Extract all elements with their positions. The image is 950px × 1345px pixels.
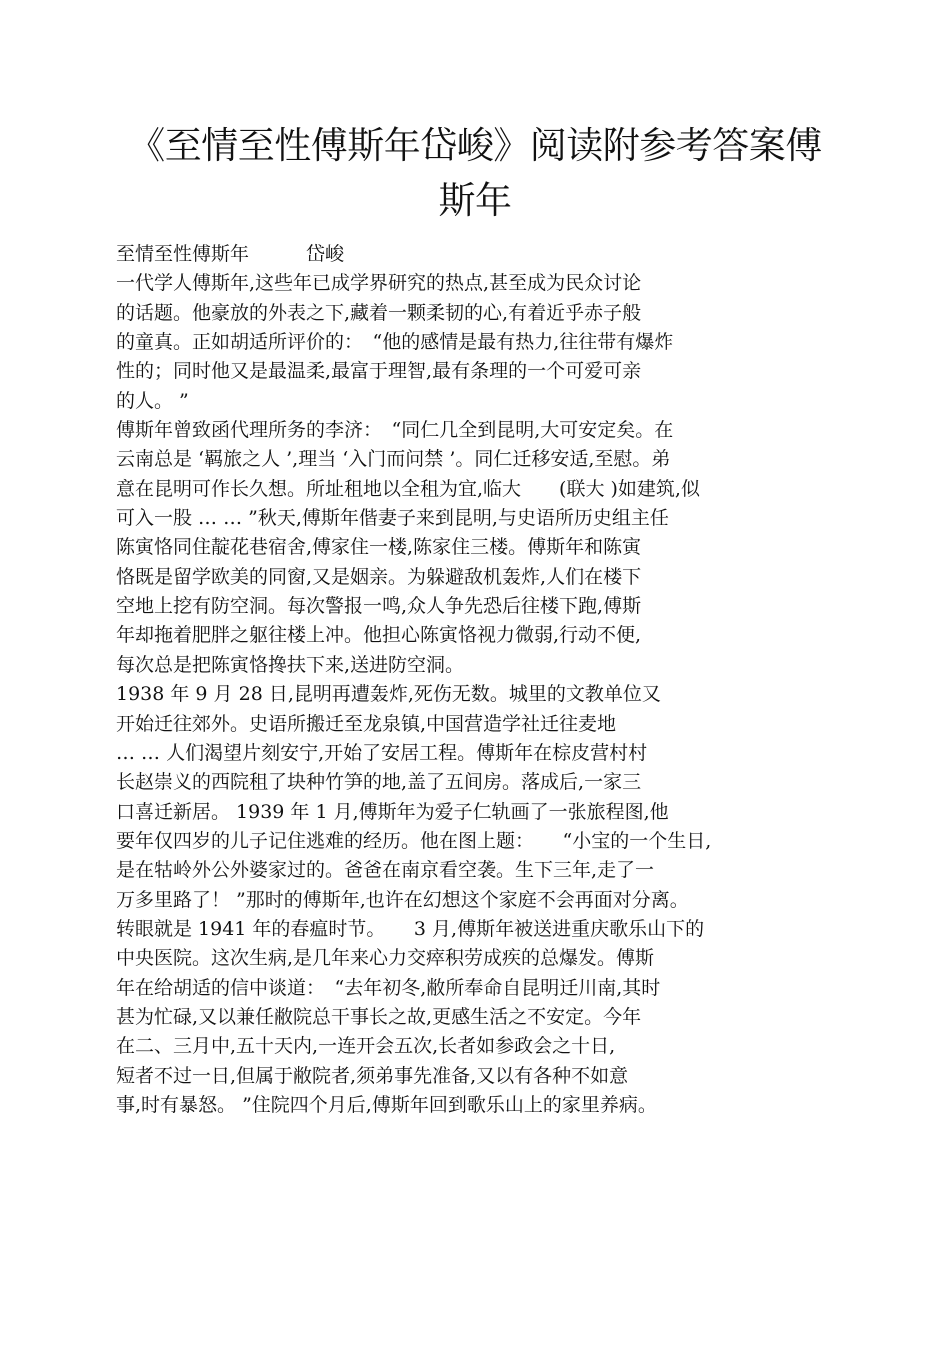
text-line: 云南总是 ‘羁旅之人 ’,理当 ‘入门而问禁 ’。同仁迁移安适,至慰。弟: [116, 448, 671, 471]
text-line: 甚为忙碌,又以兼任敝院总干事长之故,更感生活之不安定。今年: [116, 1005, 642, 1028]
text-line: 可入一股 … … ”秋天,傅斯年偕妻子来到昆明,与史语所历史组主任: [116, 507, 669, 530]
byline: 至情至性傅斯年 岱峻: [116, 243, 345, 265]
text-line: 中央医院。这次生病,是几年来心力交瘁积劳成疾的总爆发。傅斯: [116, 947, 655, 970]
text-line: 短者不过一日,但属于敝院者,须弟事先准备,又以有各种不如意: [116, 1064, 629, 1087]
text-line: 事,时有暴怒。 ”住院四个月后,傅斯年回到歌乐山上的家里养病。: [116, 1093, 657, 1116]
text-line: 空地上挖有防空洞。每次警报一鸣,众人争先恐后往楼下跑,傅斯: [116, 595, 642, 618]
text-line: 的话题。他豪放的外表之下,藏着一颗柔韧的心,有着近乎赤子般: [116, 301, 642, 324]
text-line: 性的；同时他又是最温柔,最富于理智,最有条理的一个可爱可亲: [116, 360, 642, 383]
text-line: … … 人们渴望片刻安宁,开始了安居工程。傅斯年在棕皮营村村: [116, 741, 648, 764]
text-line: 长赵崇义的西院租了块种竹笋的地,盖了五间房。落成后,一家三: [116, 771, 642, 794]
text-line: 每次总是把陈寅恪搀扶下来,送进防空洞。: [116, 653, 465, 676]
text-line: 年却拖着肥胖之躯往楼上冲。他担心陈寅恪视力微弱,行动不便,: [116, 624, 642, 647]
text-line: 要年仅四岁的儿子记住逃难的经历。他在图上题： “小宝的一个生日,: [116, 829, 712, 852]
text-line: 万多里路了！ ”那时的傅斯年,也许在幻想这个家庭不会再面对分离。: [116, 888, 689, 911]
text-line: 傅斯年曾致函代理所务的李济： “同仁几全到昆明,大可安定矣。在: [116, 419, 674, 442]
text-line: 是在牯岭外公外婆家过的。爸爸在南京看空袭。生下三年,走了一: [116, 859, 655, 882]
document-title: [100, 118, 850, 228]
text-line: 的童真。正如胡适所评价的： “他的感情是最有热力,往往带有爆炸: [116, 331, 674, 354]
text-line: 1938 年 9 月 28 日,昆明再遭轰炸,死伤无数。城里的文教单位又: [116, 683, 661, 706]
text-line: 转眼就是 1941 年的春瘟时节。 3 月,傅斯年被送进重庆歌乐山下的: [116, 917, 705, 940]
text-line: 在二、三月中,五十天内,一连开会五次,长者如参政会之十日,: [116, 1035, 616, 1058]
title-line-2: 斯年: [438, 179, 512, 222]
text-line: 陈寅恪同住靛花巷宿舍,傅家住一楼,陈家住三楼。傅斯年和陈寅: [116, 536, 642, 559]
text-line: 意在昆明可作长久想。所址租地以全租为宜,临大 (联大 )如建筑,似: [116, 477, 700, 500]
text-line: 年在给胡适的信中谈道： “去年初冬,敝所奉命自昆明迁川南,其时: [116, 976, 661, 999]
text-line: 口喜迁新居。 1939 年 1 月,傅斯年为爱子仁轨画了一张旅程图,他: [116, 800, 669, 823]
text-line: 一代学人傅斯年,这些年已成学界研究的热点,甚至成为民众讨论: [116, 272, 642, 295]
title-line-1: 《至情至性傅斯年岱峻》阅读附参考答案傅: [128, 124, 822, 167]
text-line: 开始迁往郊外。史语所搬迁至龙泉镇,中国营造学社迁往麦地: [116, 712, 617, 735]
article-body: [116, 240, 816, 1120]
text-line: 的人。 ”: [116, 389, 189, 412]
text-line: 恪既是留学欧美的同窗,又是姻亲。为躲避敌机轰炸,人们在楼下: [116, 565, 642, 588]
